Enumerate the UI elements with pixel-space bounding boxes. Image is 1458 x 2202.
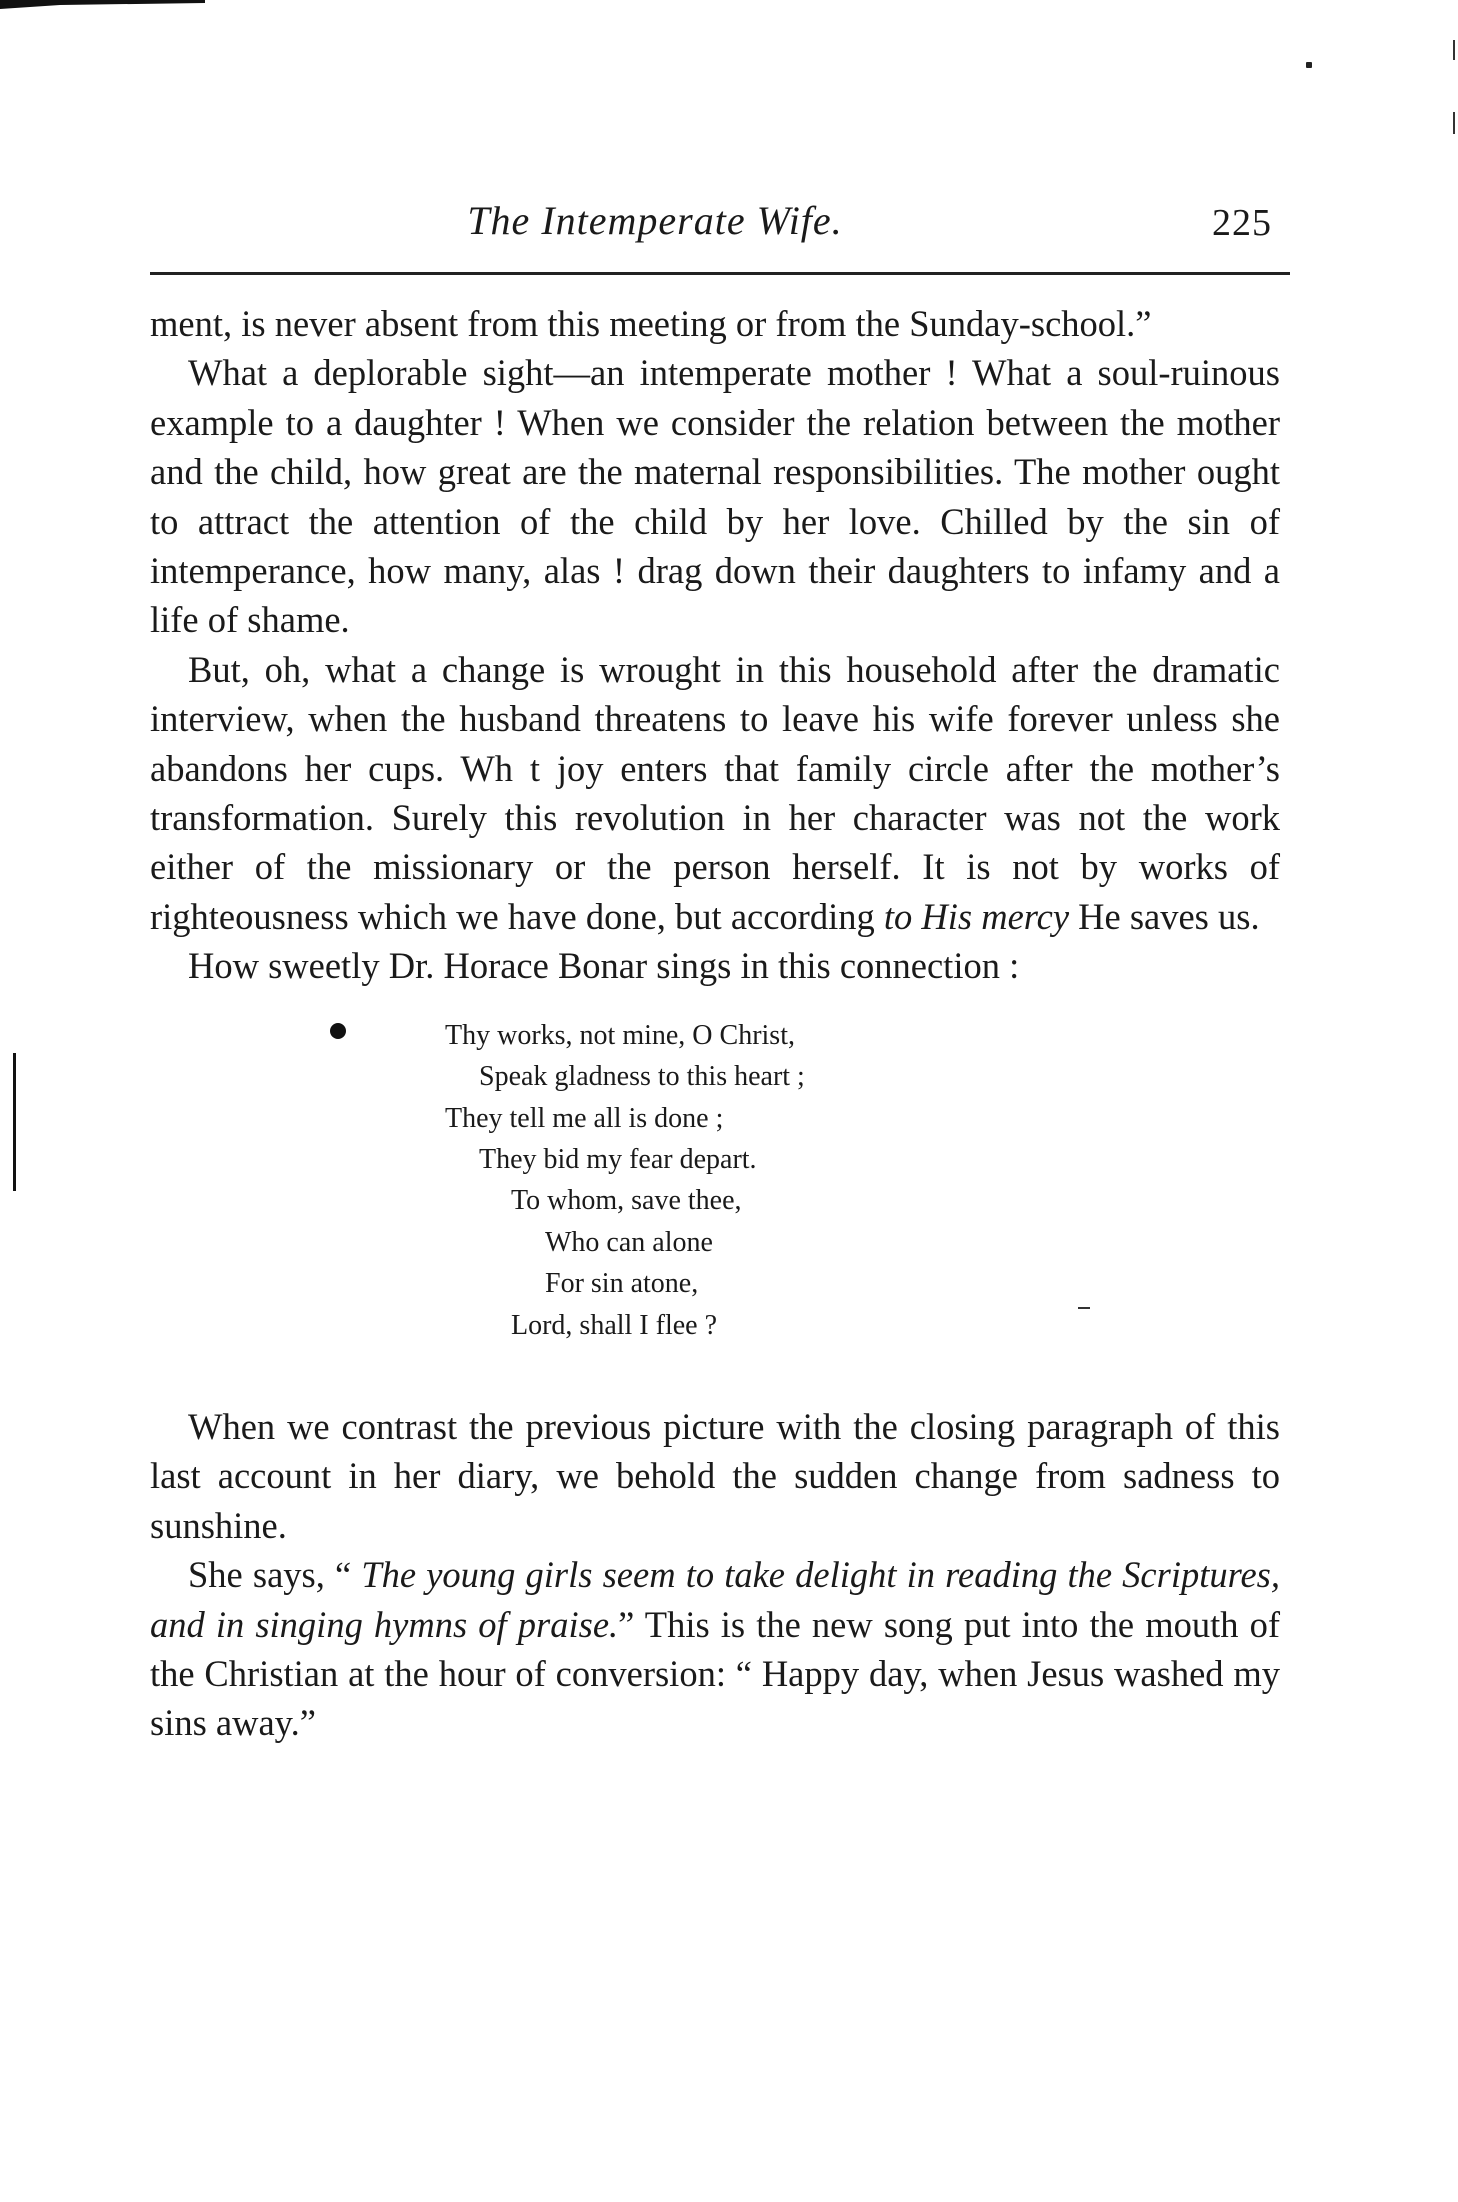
verse-line: They tell me all is done ; — [445, 1102, 724, 1134]
running-title: The Intemperate Wife. — [467, 198, 843, 243]
scan-margin-bar — [13, 1053, 16, 1191]
verse-line: Speak gladness to this heart ; — [479, 1061, 805, 1093]
verse-line: They bid my fear depart. — [479, 1143, 757, 1175]
scan-margin-mark — [1453, 40, 1455, 60]
paragraph: What a deplorable sight—an intemperate mother ! What a soul-ruinous example to a daughter ! When we consider the relation between the mother and the child, how great are the maternal responsibilities. The mother ought to attract the attention of the child by her love. Chilled by the sin of intemperance, how many, alas ! drag down their daughters to infamy and a life of shame. — [150, 352, 1280, 641]
verse-line: Thy works, not mine, O Christ, — [445, 1019, 795, 1051]
verse-line: Lord, shall I flee ? — [511, 1309, 718, 1341]
paragraph: When we contrast the previous picture with the closing paragraph of this last account in her diary, we behold the sudden change from sadness to sunshine. — [150, 1405, 1280, 1546]
paragraph-text: ” This is the new song put into the mouth of the Christian at the hour of conversion: “ Happy day, when Jesus washed my sins away.” — [150, 1603, 1280, 1744]
ink-blot — [330, 1023, 346, 1039]
paragraph: How sweetly Dr. Horace Bonar sings in this connection : — [188, 945, 1020, 987]
scan-edge-mark — [0, 0, 205, 10]
emphasis-text: to His mercy — [883, 895, 1070, 937]
verse-line: For sin atone, — [545, 1268, 699, 1300]
header-rule — [150, 272, 1290, 275]
page-header — [150, 197, 1290, 257]
page-number: 225 — [1212, 202, 1272, 244]
paragraph-text: He saves us. — [1069, 895, 1260, 937]
verse-line: To whom, save thee, — [511, 1185, 742, 1217]
paragraph — [150, 1550, 1280, 1748]
emphasis-text: The young girls seem to take delight in reading the Scriptures, and in singing hymns of praise. — [150, 1554, 1281, 1645]
paragraph-text: But, oh, what a change is wrought in this household after the dramatic interview, when the husband threatens to leave his wife forever unless she abandons her cups. Wh t joy enters that family circle after the mother’s transformation. Surely this revolution in her character was not the work either of the missionary or the person herself. It is not by works of righteousness which we have done, but according — [150, 648, 1280, 937]
page-body — [150, 299, 1280, 1748]
paragraph-text: She says, “ — [188, 1554, 362, 1596]
hymn-verse — [150, 1015, 1280, 1346]
scan-margin-mark — [1453, 112, 1455, 134]
paragraph: ment, is never absent from this meeting or from the Sunday-school.” — [150, 303, 1152, 344]
scan-speck — [1306, 62, 1312, 68]
verse-line: Who can alone — [545, 1226, 713, 1258]
paragraph — [150, 645, 1280, 941]
